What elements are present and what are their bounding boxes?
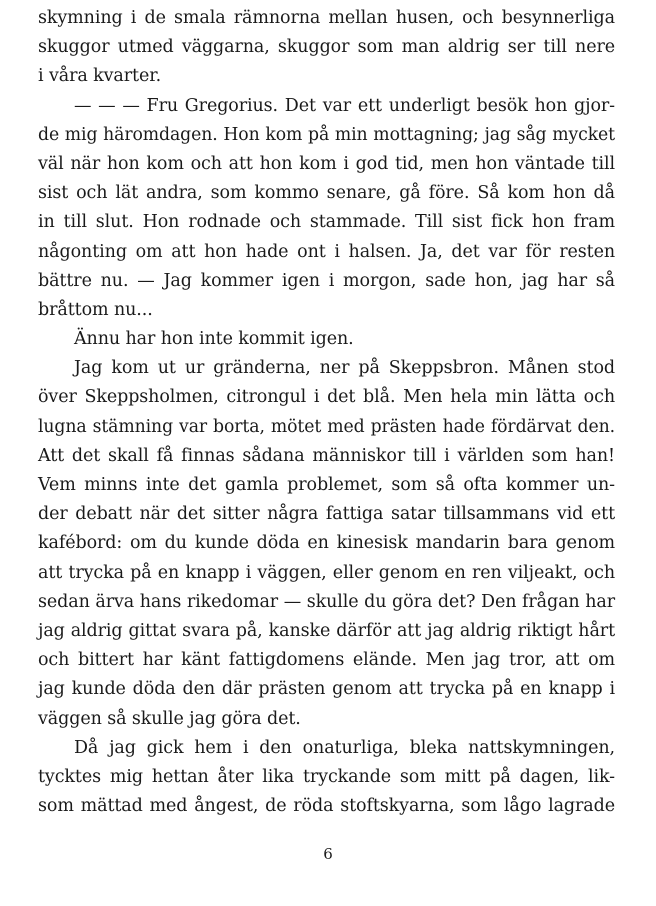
text-line: skuggor utmed väggarna, skuggor som man aldrig ser till nere	[38, 37, 615, 58]
text-line: bättre nu. — Jag kommer igen i morgon, sade hon, jag har så	[38, 270, 615, 291]
text-line: Att det skall få finnas sådana människor till i världen som han!	[38, 445, 615, 466]
text-line: över Skeppsholmen, citrongul i det blå. Men hela min lätta och	[38, 387, 615, 408]
text-line: sedan ärva hans rikedomar — skulle du göra det? Den frågan har	[38, 591, 615, 612]
text-line: Jag kom ut ur gränderna, ner på Skeppsbron. Månen stod	[74, 358, 615, 379]
text-line: som mättad med ångest, de röda stoftskyarna, som lågo lagrade	[38, 796, 615, 817]
text-line: skymning i de smala rämnorna mellan husen, och besynnerliga	[38, 8, 615, 28]
text-line: Vem minns inte det gamla problemet, som så ofta kommer un-	[38, 475, 615, 495]
text-line: sist och lät andra, som kommo senare, gå före. Så kom hon då	[38, 183, 615, 204]
text-line: in till slut. Hon rodnade och stammade. Till sist fick hon fram	[38, 212, 615, 233]
text-line: kafébord: om du kunde döda en kinesisk mandarin bara genom	[38, 533, 615, 554]
text-line: Då jag gick hem i den onaturliga, bleka nattskymningen,	[74, 737, 615, 758]
text-line: der debatt när det sitter några fattiga satar tillsammans vid ett	[38, 504, 615, 525]
text-line: jag aldrig gittat svara på, kanske därför att jag aldrig riktigt hårt	[38, 620, 615, 641]
text-line: Ännu har hon inte kommit igen.	[74, 329, 354, 350]
text-line: någonting om att hon hade ont i halsen. Ja, det var för resten	[38, 241, 615, 262]
text-line: de mig häromdagen. Hon kom på min mottagning; jag såg mycket	[38, 124, 615, 145]
text-line: att trycka på en knapp i väggen, eller genom en ren viljeakt, och	[38, 562, 615, 583]
text-line: lugna stämning var borta, mötet med prästen hade fördärvat den.	[38, 416, 615, 437]
page-number: 6	[323, 845, 333, 863]
text-line: i våra kvarter.	[38, 66, 162, 87]
text-line: tycktes mig hettan åter lika tryckande som mitt på dagen, lik-	[38, 766, 615, 787]
text-line: — — — Fru Gregorius. Det var ett underligt besök hon gjor-	[74, 95, 615, 116]
text-line: och bittert har känt fattigdomens elände. Men jag tror, att om	[38, 650, 615, 671]
text-line: väggen så skulle jag göra det.	[38, 708, 301, 729]
page-body	[38, 4, 615, 821]
text-line: bråttom nu...	[38, 299, 153, 320]
text-line: väl när hon kom och att hon kom i god tid, men hon väntade till	[38, 153, 615, 174]
text-line: jag kunde döda den där prästen genom att trycka på en knapp i	[38, 679, 615, 700]
